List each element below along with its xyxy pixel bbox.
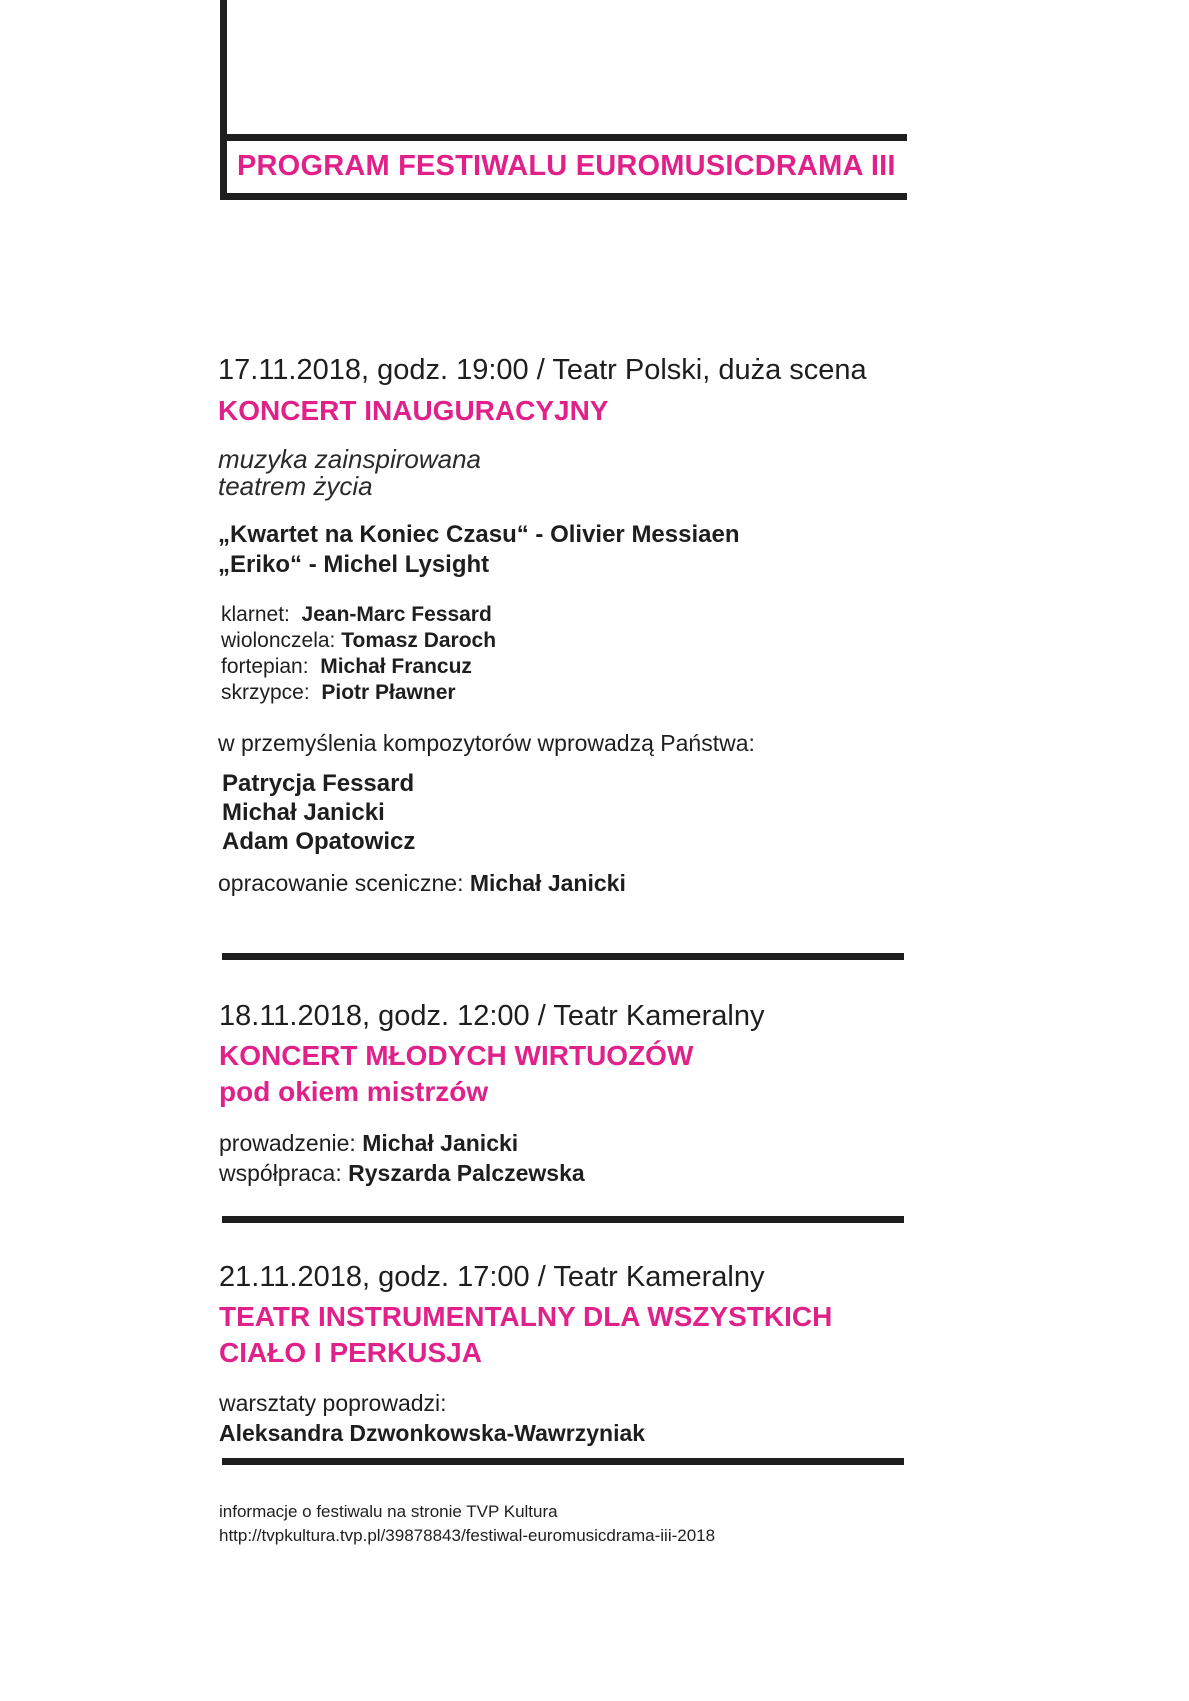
event-3-workshop-label: warsztaty poprowadzi: <box>219 1390 447 1416</box>
event-1-subtitle-line: teatrem życia <box>218 471 373 501</box>
event-2-title-line: KONCERT MŁODYCH WIRTUOZÓW <box>219 1040 694 1071</box>
header-frame-bottom-bar <box>220 193 907 200</box>
presenter-name: Patrycja Fessard <box>222 770 415 797</box>
section-divider <box>222 953 904 960</box>
event-1-date-line: 17.11.2018, godz. 19:00 / Teatr Polski, duża scena <box>218 354 867 386</box>
staging-name: Michał Janicki <box>469 870 626 896</box>
event-3-title-line: CIAŁO I PERKUSJA <box>219 1337 482 1368</box>
section-divider <box>222 1458 904 1465</box>
event-1-staging <box>218 870 626 897</box>
credit-row <box>219 1160 585 1187</box>
credit-label: prowadzenie: <box>219 1130 356 1156</box>
header-frame-top-bar <box>220 134 907 141</box>
section-divider <box>222 1216 904 1223</box>
event-1-intro-text: w przemyślenia kompozytorów wprowadzą Państwa: <box>218 730 755 756</box>
event-1-work: „Kwartet na Koniec Czasu“ - Olivier Messiaen <box>218 521 740 548</box>
header-frame-vertical-bar <box>220 0 227 200</box>
event-1-work: „Eriko“ - Michel Lysight <box>218 551 490 578</box>
event-2-date-line: 18.11.2018, godz. 12:00 / Teatr Kameralny <box>219 1000 765 1032</box>
performer-role: fortepian: <box>221 655 309 678</box>
event-2-title-line: pod okiem mistrzów <box>219 1076 489 1107</box>
performer-role: wiolonczela: <box>221 629 336 652</box>
event-1-subtitle-line: muzyka zainspirowana <box>218 444 482 474</box>
presenter-name: Michał Janicki <box>222 799 385 826</box>
credit-row <box>219 1130 518 1157</box>
page-title: PROGRAM FESTIWALU EUROMUSICDRAMA III <box>237 150 896 182</box>
presenter-name: Adam Opatowicz <box>222 828 416 855</box>
credit-label: współpraca: <box>219 1160 342 1186</box>
performer-name: Michał Francuz <box>320 655 472 678</box>
performer-name: Tomasz Daroch <box>341 629 497 652</box>
performer-row <box>221 681 456 705</box>
footer-url[interactable]: http://tvpkultura.tvp.pl/39878843/festiwal-euromusicdrama-iii-2018 <box>219 1526 716 1545</box>
performer-row <box>221 603 492 627</box>
performer-name: Piotr Pławner <box>321 681 456 704</box>
performer-role: klarnet: <box>221 603 290 626</box>
performer-row <box>221 629 496 653</box>
performer-name: Jean-Marc Fessard <box>301 603 492 626</box>
credit-name: Michał Janicki <box>362 1130 519 1156</box>
credit-name: Ryszarda Palczewska <box>348 1160 585 1186</box>
event-1-title: KONCERT INAUGURACYJNY <box>218 395 609 426</box>
staging-label: opracowanie sceniczne: <box>218 870 464 896</box>
event-3-workshop-name: Aleksandra Dzwonkowska-Wawrzyniak <box>219 1420 646 1446</box>
footer-info-line: informacje o festiwalu na stronie TVP Kultura <box>219 1502 558 1521</box>
performer-role: skrzypce: <box>221 681 310 704</box>
performer-row <box>221 655 472 679</box>
event-3-title-line: TEATR INSTRUMENTALNY DLA WSZYSTKICH <box>219 1301 833 1332</box>
event-3-date-line: 21.11.2018, godz. 17:00 / Teatr Kameralny <box>219 1261 765 1293</box>
